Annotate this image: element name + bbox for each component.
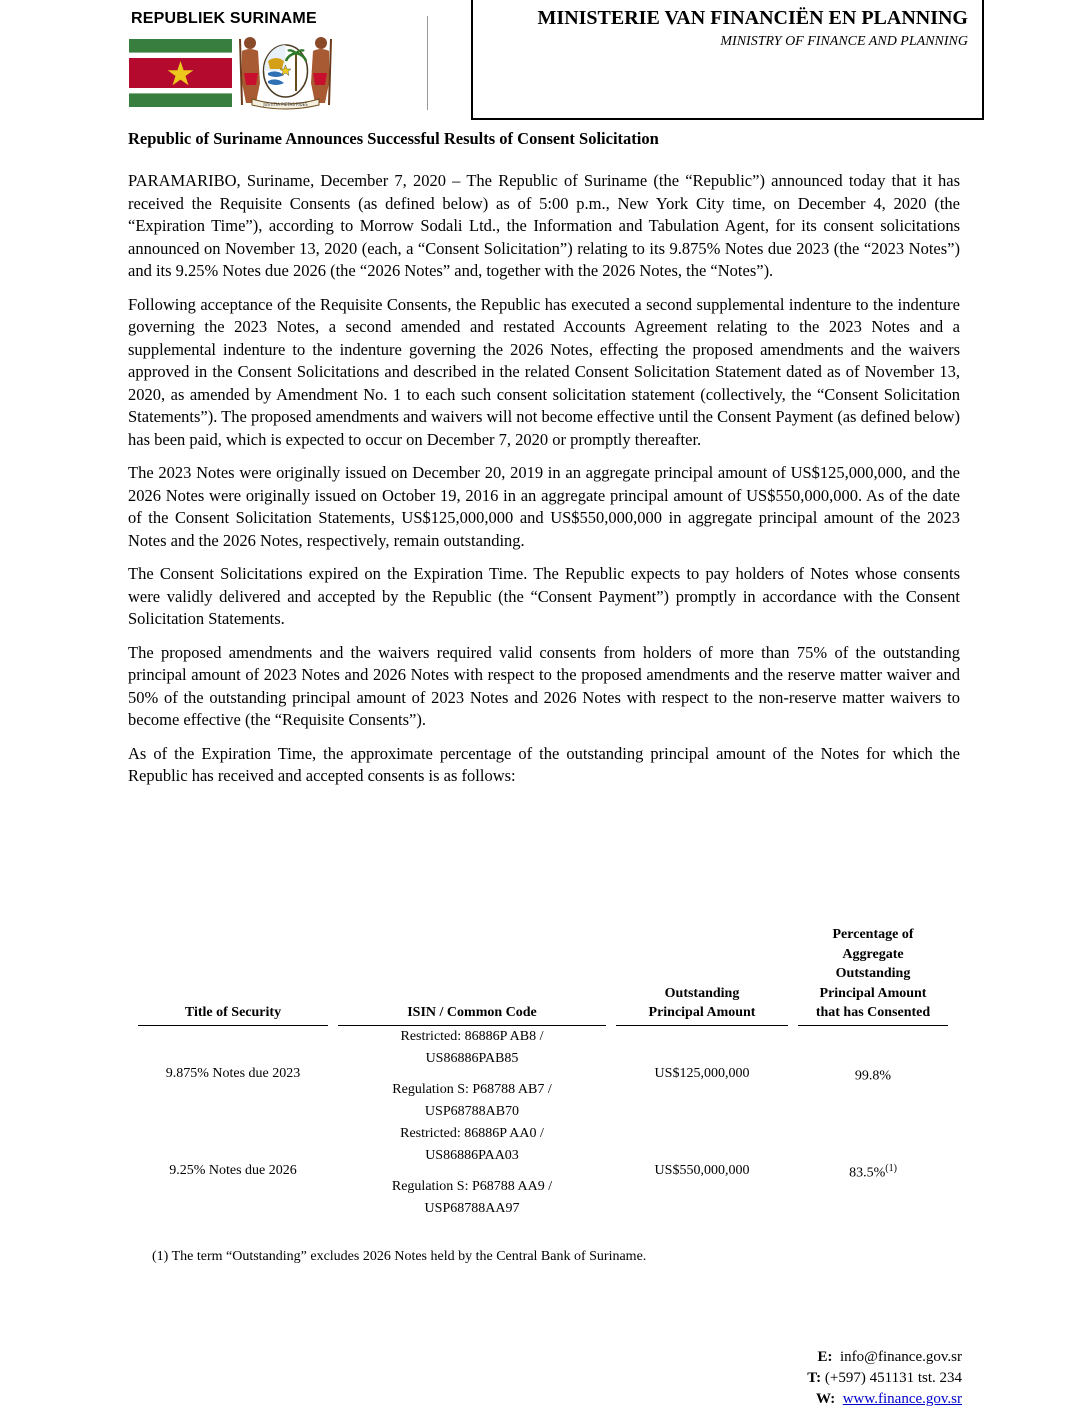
- contact-email-line: E: info@finance.gov.sr: [817, 1349, 962, 1365]
- press-release-body: [128, 170, 960, 799]
- header-title-of-security: Title of Security: [138, 925, 328, 1026]
- ministry-name-english: MINISTRY OF FINANCE AND PLANNING: [720, 34, 968, 49]
- contact-email: info@finance.gov.sr: [840, 1349, 962, 1365]
- suriname-flag: [129, 39, 232, 107]
- paragraph: PARAMARIBO, Suriname, December 7, 2020 – The Republic of Suriname (the “Republic”) announced today that it has received the Requisite Consents (as defined below) as of 5:00 p.m., New York City time, on December 4, 2020 (the “Expiration Time”), according to Morrow Sodali Ltd., the Information and Tabulation Agent, for its consent solicitations announced on November 13, 2020 (each, a “Consent Solicitation”) relating to its 9.875% Notes due 2023 (the “2023 Notes”) and its 9.25% Notes due 2026 (the “2026 Notes” and, together with the 2026 Notes, the “Notes”).: [128, 171, 960, 280]
- country-name: REPUBLIEK SURINAME: [131, 10, 317, 27]
- consent-results-table: [128, 925, 958, 1220]
- table-row: [138, 1123, 948, 1220]
- isin-codes: Restricted: 86886P AA0 / US86886PAA03 Regulation S: P68788 AA9 / USP68788AA97: [391, 1125, 553, 1216]
- ministry-box: [471, 0, 984, 120]
- consent-percentage: 83.5%$^{(1)}$: [849, 1162, 897, 1181]
- outstanding-amount: US$550,000,000: [654, 1163, 750, 1178]
- paragraph: The 2023 Notes were originally issued on December 20, 2019 in an aggregate principal amount of US$125,000,000, and the 2026 Notes were originally issued on October 19, 2016 in an aggregate principal amount of US$550,000,000. As of the date of the Consent Solicitation Statements, US$125,000,000 and US$550,000,000 in aggregate principal amount of the 2023 Notes and the 2026 Notes, respectively, remain outstanding.: [128, 463, 960, 550]
- contact-phone-line: T: (+597) 451131 tst. 234: [807, 1370, 962, 1386]
- header-divider: [427, 16, 428, 110]
- table-header-row: [138, 925, 948, 1026]
- contact-phone: (+597) 451131 tst. 234: [824, 1370, 962, 1386]
- contact-block: [807, 1347, 962, 1410]
- paragraph: Following acceptance of the Requisite Consents, the Republic has executed a second supplemental indenture to the indenture governing the 2023 Notes, a second amended and restated Accounts Agreement relating to the 2023 Notes and a supplemental indenture to the indenture governing the 2026 Notes, effecting the proposed amendments and the waivers approved in the Consent Solicitations and described in the related Consent Solicitation Statement dated as of November 13, 2020, as amended by Amendment No. 1 to each such consent solicitation statement (collectively, the “Consent Solicitation Statements”). The proposed amendments and waivers will not become effective until the Consent Payment (as defined below) has been paid, which is expected to occur on December 7, 2020 or promptly thereafter.: [128, 294, 960, 449]
- header-isin: ISIN / Common Code: [338, 925, 606, 1026]
- coat-of-arms: [238, 33, 333, 111]
- paragraph: The proposed amendments and the waivers required valid consents from holders of more than 75% of the outstanding principal amount of 2023 Notes and 2026 Notes with respect to the proposed amendments and the reserve matter waiver and 50% of the outstanding principal amount of 2023 Notes and 2026 Notes with respect to the non-reserve matter waivers to become effective (the “Requisite Consents”).: [128, 642, 960, 729]
- table-footnote: (1) The term “Outstanding” excludes 2026 Notes held by the Central Bank of Suriname.: [152, 1249, 647, 1264]
- security-title: 9.875% Notes due 2023: [165, 1066, 301, 1081]
- outstanding-amount: US$125,000,000: [654, 1066, 750, 1081]
- isin-codes: Restricted: 86886P AB8 / US86886PAB85 Regulation S: P68788 AB7 / USP68788AB70: [392, 1028, 552, 1119]
- paragraph: As of the Expiration Time, the approximate percentage of the outstanding principal amount of the Notes for which the Republic has received and accepted consents is as follows:: [128, 743, 960, 785]
- coat-of-arms-motto: JUSTITIA PIETAS FIDES: [263, 102, 308, 107]
- header-outstanding-principal: Outstanding Principal Amount: [616, 925, 788, 1026]
- consent-percentage: 99.8%: [854, 1068, 892, 1084]
- contact-web-line: W: www.finance.gov.sr: [816, 1391, 962, 1407]
- header-percentage-consented: Percentage of Aggregate Outstanding Principal Amount that has Consented: [798, 925, 948, 1026]
- press-release-title: Republic of Suriname Announces Successful Results of Consent Solicitation: [128, 129, 659, 148]
- ministry-name-dutch: MINISTERIE VAN FINANCIËN EN PLANNING: [537, 7, 968, 29]
- table-row: [138, 1026, 948, 1123]
- website-link[interactable]: www.finance.gov.sr: [842, 1391, 962, 1407]
- security-title: 9.25% Notes due 2026: [169, 1163, 297, 1178]
- paragraph: The Consent Solicitations expired on the Expiration Time. The Republic expects to pay holders of Notes whose consents were validly delivered and accepted by the Republic (the “Consent Payment”) promptly in accordance with the Consent Solicitation Statements.: [128, 564, 960, 628]
